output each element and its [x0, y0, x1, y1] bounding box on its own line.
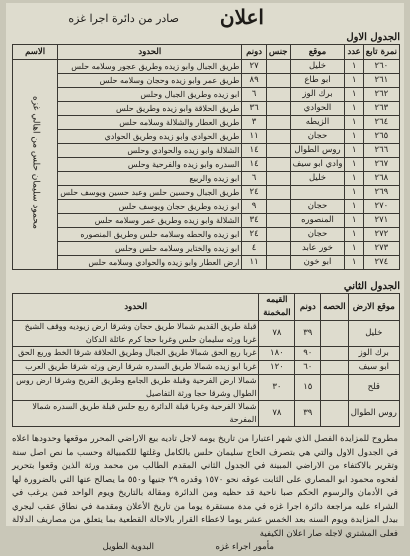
table-row: [13, 74, 400, 88]
cell-serial: ٢٧٤: [363, 256, 399, 270]
cell-dunum: ١٤: [242, 158, 267, 172]
table1-header-cell: الحدود: [58, 45, 242, 60]
cell-serial: ٢٦٨: [363, 172, 399, 186]
cell-type: [266, 88, 290, 102]
table2-caption: الجدول الثاني: [343, 281, 400, 292]
cell-dunum: ٢٤: [242, 228, 267, 242]
cell-dunum: ١١: [242, 130, 267, 144]
cell-serial: ٢٧٣: [363, 242, 399, 256]
cell-serial: ٢٦٤: [363, 116, 399, 130]
cell-dunum: ٤: [242, 242, 267, 256]
cell-location: خليل: [348, 321, 399, 347]
cell-serial: ٢٦١: [363, 74, 399, 88]
cell-type: [266, 74, 290, 88]
cell-count: ١: [345, 74, 363, 88]
page-title: اعلان: [219, 5, 264, 29]
cell-location: قلح: [348, 375, 399, 401]
first-schedule-table: [12, 44, 400, 270]
cell-bounds: طريق عمر وابو زيده وحجان وسلامه حلس: [58, 74, 242, 88]
cell-serial: ٢٦٣: [363, 102, 399, 116]
cell-bounds: ابو زيده والربيع: [58, 172, 242, 186]
cell-count: ١: [345, 130, 363, 144]
table2-header-cell: الحصه: [321, 294, 348, 321]
table1-header-cell: عدد: [345, 45, 363, 60]
cell-count: ١: [345, 88, 363, 102]
second-schedule-table: [12, 293, 400, 427]
cell-dunum: ٩٠: [295, 347, 321, 361]
cell-serial: ٢٦٥: [363, 130, 399, 144]
cell-share: [321, 401, 348, 427]
cell-bounds: طريق الجبال وابو زيده وطريق عجور وسلامه حلس: [58, 60, 242, 74]
table-row: [13, 214, 400, 228]
table2-header-cell: دونم: [295, 294, 321, 321]
cell-count: ١: [345, 60, 363, 74]
cell-value: ١٨٠: [259, 347, 295, 361]
notice-body: مطروح للمزايدة الفصل الذي شهر اعتبارا من تاريخ يومه لاجل تاديه بيع الاراضي المحرر موقعها وحدودها اعلاه في الجدول الاول والتي هي بتصرف الحاج سليمان حلس بالكامل وغلتها للكمبيالة وحسب ما نص اصل سنة وتقرير بالاكتفاء من الاراضي المبينة في الجدول الثاني المقدم الطالب من محمد ورثة الذين وقعوا بتحرير لفحوه محمود ابو المصاري على الثابت عوقه نحو ١٥٧٠ وقدره ٢٩ جنيها و٥٥٠ ما يصالح عنها التي بالضرورة لها في الأدمان والرسوم الحكم صبا ناحية قد حظيه ومن الدائرة ومقالة بالتاريخ ويوم الواحد فمن يرغب في الشراء عليه مراجعة دائرة اجرا غزه في مدة مستقرة يوما من تاريخ الأعلان ومقدمة في نطاق عقب ليجري بيدل المزايدة ويوم السنه بعد الخمس عشر يوما لاعطاء القرار بالاحالة القطعية بما يتعلق من مصاريف الدلالة فعلى المشتري لاجله صار اعلان الكيفية: [12, 434, 398, 539]
cell-bounds: غربا ابو زيده شمالا طريق السدره شرقا ارض ورثه شرقا طريق العرب: [13, 361, 259, 375]
cell-location: خليل: [290, 172, 345, 186]
table2-body: [13, 321, 400, 427]
cell-type: [266, 102, 290, 116]
cell-count: ١: [345, 186, 363, 200]
cell-location: برك الوز: [290, 88, 345, 102]
cell-dunum: ٣٦: [242, 102, 267, 116]
table1-caption: الجدول الاول: [346, 32, 400, 43]
cell-type: [266, 186, 290, 200]
cell-bounds: السدره وابو زيده والفرحية وحلس: [58, 158, 242, 172]
table-row: [13, 130, 400, 144]
table2-header-cell: القيمه المخمنة: [259, 294, 295, 321]
table-row: [13, 144, 400, 158]
cell-location: ابو طاع: [290, 74, 345, 88]
header: [6, 3, 404, 31]
cell-location: روس الطوال: [290, 144, 345, 158]
cell-location: خليل: [290, 60, 345, 74]
signatures: [6, 542, 404, 556]
cell-type: [266, 256, 290, 270]
cell-bounds: طريق الحلاقة وابو زيده وطريق حلس: [58, 102, 242, 116]
page-subtitle: صادر من دائرة اجرا غزه: [68, 12, 179, 25]
cell-dunum: ٣: [242, 116, 267, 130]
cell-type: [266, 200, 290, 214]
cell-serial: ٢٧٠: [363, 200, 399, 214]
cell-count: ١: [345, 144, 363, 158]
cell-location: روس الطوال: [348, 401, 399, 427]
cell-value: ١٢٠: [259, 361, 295, 375]
cell-dunum: ١١: [242, 256, 267, 270]
table-row: [13, 242, 400, 256]
table-row: [13, 228, 400, 242]
cell-serial: ٢٦٠: [363, 60, 399, 74]
cell-share: [321, 321, 348, 347]
cell-bounds: طريق الحوادي وابو زيده وطريق الحوادي: [58, 130, 242, 144]
cell-location: الزيطه: [290, 116, 345, 130]
owner-name: محمود سليمان حلس من اهالي غزه: [30, 96, 41, 229]
cell-dunum: ٣٩: [295, 401, 321, 427]
cell-location: حجان: [290, 228, 345, 242]
cell-location: حجان: [290, 130, 345, 144]
table1-body: [13, 60, 400, 270]
cell-count: ١: [345, 228, 363, 242]
cell-count: ١: [345, 256, 363, 270]
cell-bounds: ابو زيده وطريق حجان ويوسف حلس: [58, 200, 242, 214]
cell-bounds: ارض العطار وابو زيده والحوادي وسلامه حلس: [58, 256, 242, 270]
cell-serial: ٢٧٢: [363, 228, 399, 242]
cell-bounds: طريق الجبال وحسين حلس وعبد حسين ويوسف حلس: [58, 186, 242, 200]
cell-count: ١: [345, 242, 363, 256]
cell-location: [290, 186, 345, 200]
table-row: [13, 200, 400, 214]
cell-dunum: ٣٤: [242, 214, 267, 228]
signature-secondary: البدوية الطويل: [102, 542, 154, 552]
cell-type: [266, 242, 290, 256]
cell-count: ١: [345, 214, 363, 228]
cell-dunum: ١٥: [295, 375, 321, 401]
table2-header-cell: الحدود: [13, 294, 259, 321]
cell-count: ١: [345, 200, 363, 214]
cell-location: خور عابد: [290, 242, 345, 256]
cell-count: ١: [345, 102, 363, 116]
cell-bounds: شمالا الفرحية وغربا قبلة الدائرة ربع حلس قبلة طريق السدره شمالا المفرحة: [13, 401, 259, 427]
table-row: [13, 401, 400, 427]
table-row: [13, 186, 400, 200]
cell-count: ١: [345, 116, 363, 130]
cell-dunum: ٢٤: [242, 186, 267, 200]
table-row: [13, 88, 400, 102]
table1-header-cell: الاسم: [13, 45, 58, 60]
cell-dunum: ٨٩: [242, 74, 267, 88]
table-row: [13, 102, 400, 116]
table-row: [13, 256, 400, 270]
cell-value: ٣٠: [259, 375, 295, 401]
cell-location: حجان: [290, 200, 345, 214]
cell-bounds: ابو زيده والحطه وسلامه حلس وطريق المنصوره: [58, 228, 242, 242]
cell-share: [321, 375, 348, 401]
cell-value: ٧٨: [259, 401, 295, 427]
cell-location: الحوادي: [290, 102, 345, 116]
table1-header-cell: دونم: [242, 45, 267, 60]
cell-location: برك الوز: [348, 347, 399, 361]
cell-type: [266, 60, 290, 74]
cell-dunum: ٦: [242, 88, 267, 102]
table1-header-cell: جنس: [266, 45, 290, 60]
cell-serial: ٢٦٩: [363, 186, 399, 200]
table2-header-cell: موقع الارض: [348, 294, 399, 321]
cell-bounds: غربا ربع الحق شمالا طريق الجبال وطريق الحلاقة شرقا الخط وربع الحق: [13, 347, 259, 361]
cell-type: [266, 130, 290, 144]
cell-dunum: ٦: [242, 172, 267, 186]
cell-dunum: ٢٧: [242, 60, 267, 74]
cell-count: ١: [345, 158, 363, 172]
cell-type: [266, 116, 290, 130]
cell-type: [266, 158, 290, 172]
cell-bounds: ابو زيده والختاير وسلامه حلس وحلس: [58, 242, 242, 256]
table-row: [13, 347, 400, 361]
cell-dunum: ١٤: [242, 144, 267, 158]
cell-bounds: الشلالة وابو زيده والحوادي وحلس: [58, 144, 242, 158]
cell-value: ٧٨: [259, 321, 295, 347]
cell-serial: ٢٦٦: [363, 144, 399, 158]
cell-count: ١: [345, 172, 363, 186]
cell-serial: ٢٦٧: [363, 158, 399, 172]
table2-header-row: [13, 294, 400, 321]
cell-dunum: ٣٩: [295, 321, 321, 347]
table-row: [13, 158, 400, 172]
signature-official: مأمور اجراء غزه: [215, 542, 274, 552]
table1-header-cell: نمرة تابع: [363, 45, 399, 60]
cell-dunum: ٩: [242, 200, 267, 214]
cell-type: [266, 214, 290, 228]
notice-page: [6, 3, 404, 552]
cell-share: [321, 347, 348, 361]
table-row: [13, 375, 400, 401]
cell-location: وادي ابو سيف: [290, 158, 345, 172]
table-row: [13, 321, 400, 347]
cell-serial: ٢٦٢: [363, 88, 399, 102]
table-row: [13, 60, 400, 74]
table-row: [13, 361, 400, 375]
table1-header-cell: موقع: [290, 45, 345, 60]
table-row: [13, 116, 400, 130]
cell-type: [266, 228, 290, 242]
cell-dunum: ٦٠: [295, 361, 321, 375]
cell-location: المنصوره: [290, 214, 345, 228]
table1-header-row: [13, 45, 400, 60]
cell-serial: ٢٧١: [363, 214, 399, 228]
cell-location: ابو خون: [290, 256, 345, 270]
cell-location: ابو سيف: [348, 361, 399, 375]
cell-bounds: قبلة طريق القديم شمالا طريق حجان وشرقا ارض زيوديه ووقف الشيخ غربا ورثه سليمان حلس وغربا حجا كرم عائلة الدكان: [13, 321, 259, 347]
cell-bounds: شمالا ارض الفرحية وقبلة طريق الجامع وطريق الفريح وشرقا ارض روس الطوال وشرقا حجا ورثة التفاصيل: [13, 375, 259, 401]
cell-type: [266, 144, 290, 158]
owner-name-cell: [13, 60, 58, 270]
cell-bounds: ابو زيده وطريق الجبال وحلس: [58, 88, 242, 102]
cell-bounds: الشلالة وابو زيده وطريق عمر وسلامه حلس: [58, 214, 242, 228]
cell-share: [321, 361, 348, 375]
table-row: [13, 172, 400, 186]
cell-type: [266, 172, 290, 186]
cell-bounds: طريق العطار والشلالة وسلامه حلس: [58, 116, 242, 130]
